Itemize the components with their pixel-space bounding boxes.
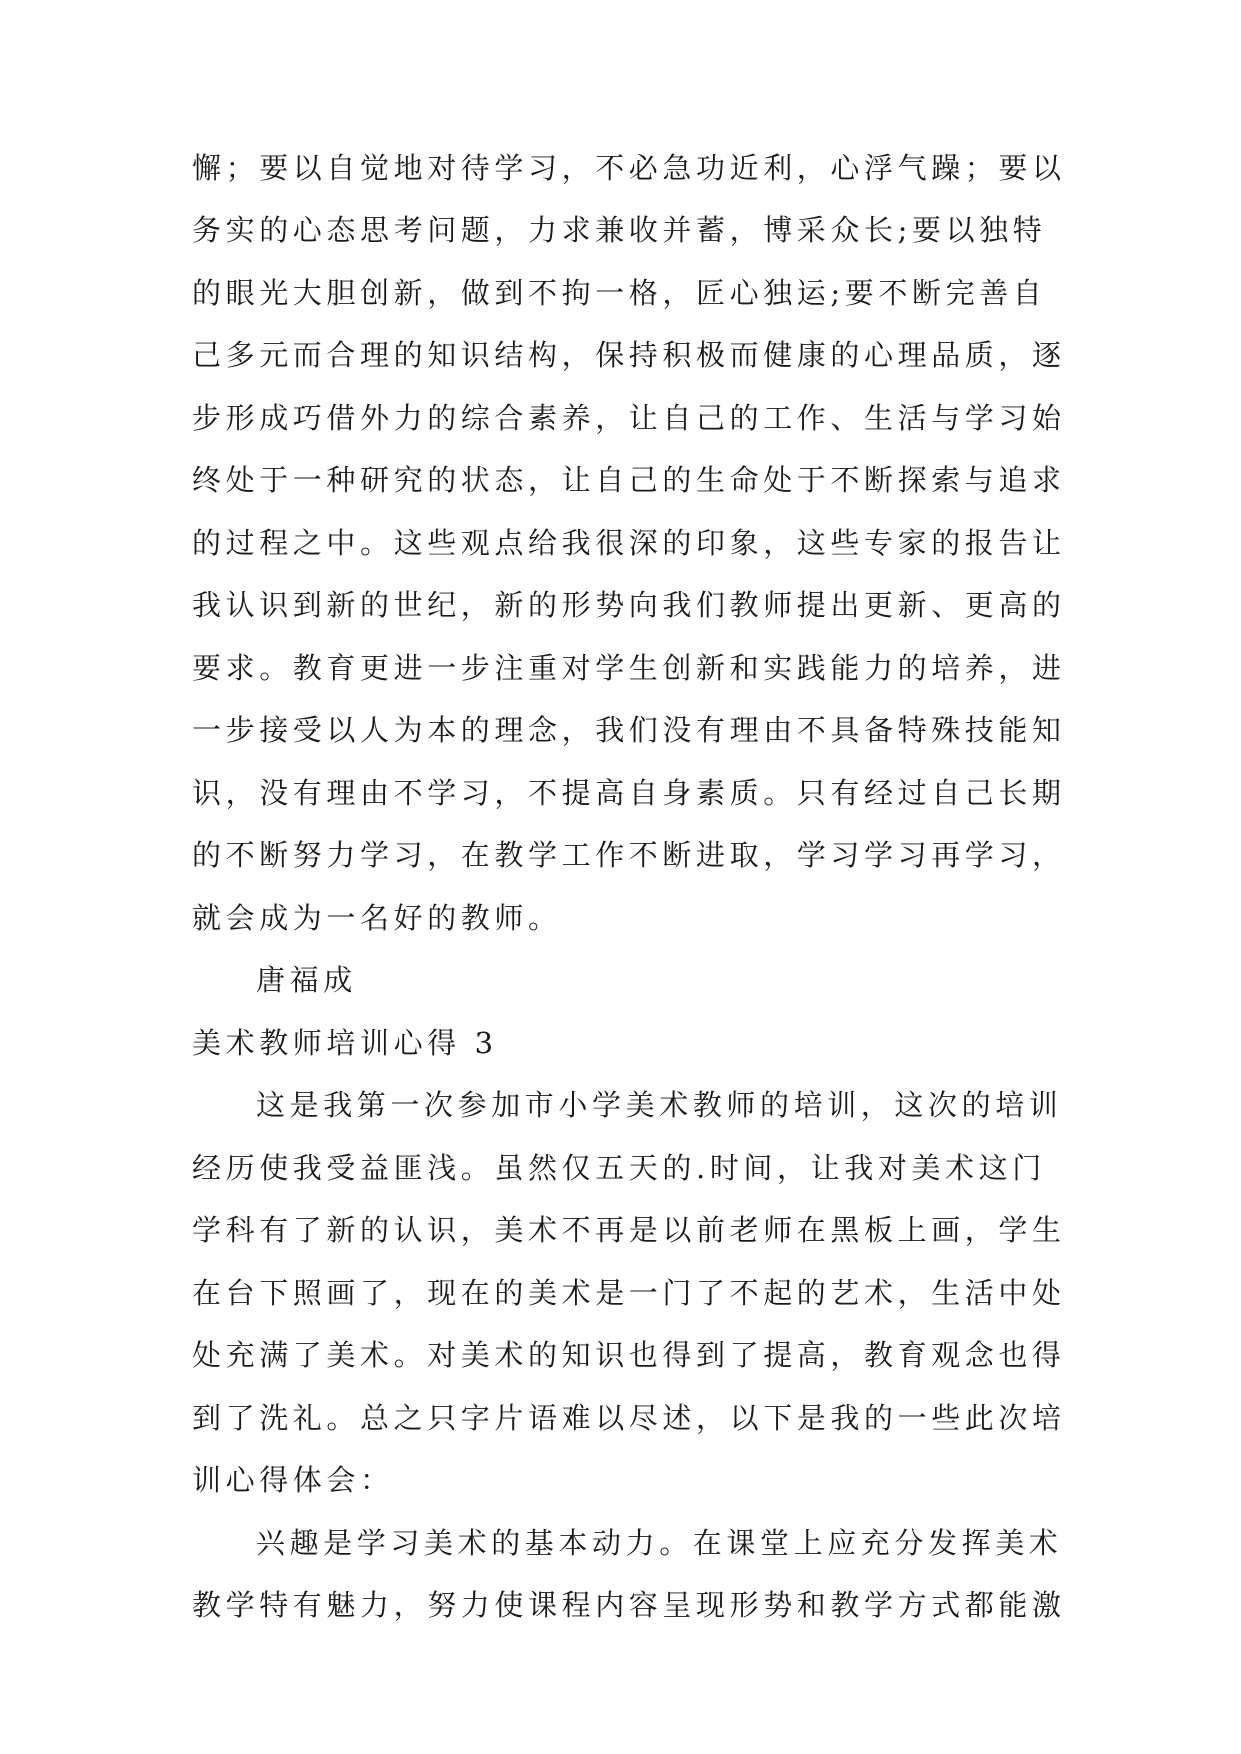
text-line: 到了洗礼。总之只字片语难以尽述，以下是我的一些此次培 (192, 1401, 1066, 1435)
text-line: 的过程之中。这些观点给我很深的印象，这些专家的报告让 (192, 526, 1066, 560)
text-line: 终处于一种研究的状态，让自己的生命处于不断探索与追求 (192, 463, 1066, 497)
text-line: 处充满了美术。对美术的知识也得到了提高，教育观念也得 (192, 1338, 1066, 1372)
text-line: 务实的心态思考问题，力求兼收并蓄，博采众长;要以独特 (192, 213, 1047, 247)
text-line: 就会成为一名好的教师。 (192, 901, 562, 935)
text-line: 的眼光大胆创新，做到不拘一格，匠心独运;要不断完善自 (192, 276, 1047, 310)
text-line: 在台下照画了，现在的美术是一门了不起的艺术，生活中处 (192, 1276, 1066, 1310)
text-line: 己多元而合理的知识结构，保持积极而健康的心理品质，逐 (192, 338, 1066, 372)
text-line: 我认识到新的世纪，新的形势向我们教师提出更新、更高的 (192, 588, 1066, 622)
text-line: 学科有了新的认识，美术不再是以前老师在黑板上画，学生 (192, 1213, 1066, 1247)
section-heading: 美术教师培训心得 3 (192, 1026, 498, 1060)
text-line: 这是我第一次参加市小学美术教师的培训，这次的培训 (256, 1088, 1063, 1122)
text-line: 步形成巧借外力的综合素养，让自己的工作、生活与学习始 (192, 401, 1066, 435)
text-line: 一步接受以人为本的理念，我们没有理由不具备特殊技能知 (192, 713, 1066, 747)
text-line: 兴趣是学习美术的基本动力。在课堂上应充分发挥美术 (256, 1526, 1063, 1560)
text-line: 要求。教育更进一步注重对学生创新和实践能力的培养，进 (192, 651, 1066, 685)
text-line: 训心得体会： (192, 1463, 394, 1497)
text-line: 的不断努力学习，在教学工作不断进取，学习学习再学习， (192, 838, 1066, 872)
author-name: 唐福成 (256, 963, 357, 997)
text-line: 经历使我受益匪浅。虽然仅五天的.时间，让我对美术这门 (192, 1151, 1046, 1185)
text-line: 教学特有魅力，努力使课程内容呈现形势和教学方式都能激 (192, 1588, 1066, 1622)
text-line: 懈；要以自觉地对待学习，不必急功近利，心浮气躁；要以 (192, 151, 1066, 185)
text-line: 识，没有理由不学习，不提高自身素质。只有经过自己长期 (192, 776, 1066, 810)
